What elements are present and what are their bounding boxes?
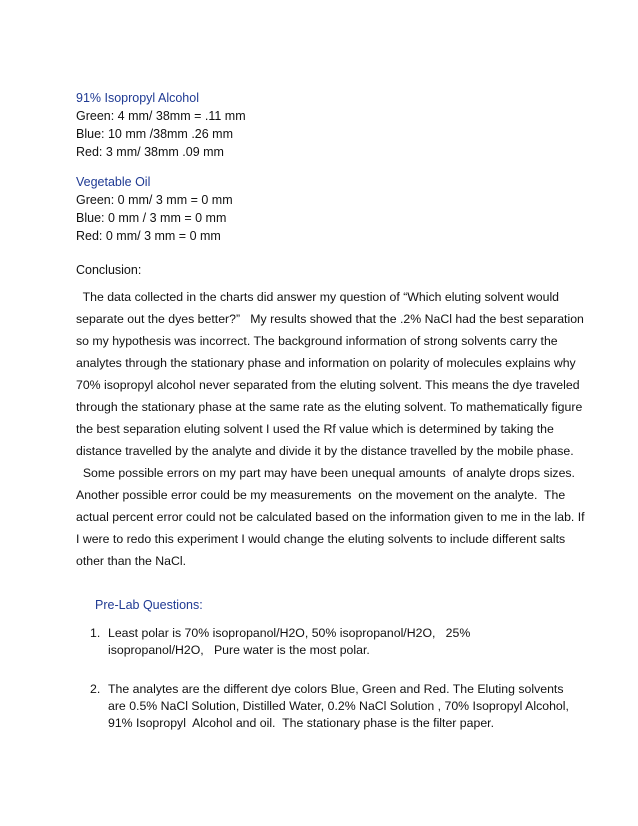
conclusion-line: through the stationary phase at the same rate as the eluting solvent. To mathematically figure bbox=[76, 400, 583, 414]
veg-oil-line-red: Red: 0 mm/ 3 mm = 0 mm bbox=[76, 229, 221, 243]
isopropyl-line-red: Red: 3 mm/ 38mm .09 mm bbox=[76, 145, 224, 159]
conclusion-line: so my hypothesis was incorrect. The background information of strong solvents carry the bbox=[76, 334, 558, 348]
isopropyl-line-blue: Blue: 10 mm /38mm .26 mm bbox=[76, 127, 233, 141]
conclusion-line: other than the NaCl. bbox=[76, 554, 187, 568]
conclusion-paragraph bbox=[76, 286, 596, 572]
conclusion-line: distance travelled by the analyte and divide it by the distance travelled by the mobile phase. bbox=[76, 444, 574, 458]
conclusion-line: The data collected in the charts did answer my question of “Which eluting solvent would bbox=[76, 290, 560, 304]
prelab-item-line: Least polar is 70% isopropanol/H2O, 50% isopropanol/H2O, 25% bbox=[108, 626, 471, 640]
prelab-item-line: The analytes are the different dye colors Blue, Green and Red. The Eluting solvents bbox=[108, 682, 564, 696]
conclusion-line: Another possible error could be my measurements on the movement on the analyte. The bbox=[76, 488, 566, 502]
conclusion-line: separate out the dyes better?” My results showed that the .2% NaCl had the best separation bbox=[76, 312, 584, 326]
veg-oil-title: Vegetable Oil bbox=[76, 175, 151, 189]
prelab-item-line: isopropanol/H2O, Pure water is the most polar. bbox=[108, 643, 370, 657]
conclusion-heading: Conclusion: bbox=[76, 263, 142, 277]
isopropyl-title: 91% Isopropyl Alcohol bbox=[76, 91, 199, 105]
list-number: 2. bbox=[90, 682, 101, 696]
conclusion-line: analytes through the stationary phase and information on polarity of molecules explains why bbox=[76, 356, 576, 370]
veg-oil-line-blue: Blue: 0 mm / 3 mm = 0 mm bbox=[76, 211, 227, 225]
conclusion-line: 70% isopropyl alcohol never separated from the eluting solvent. This means the dye traveled bbox=[76, 378, 580, 392]
prelab-heading: Pre-Lab Questions: bbox=[95, 598, 203, 612]
conclusion-line: the best separation eluting solvent I used the Rf value which is determined by taking the bbox=[76, 422, 554, 436]
list-number: 1. bbox=[90, 626, 101, 640]
isopropyl-line-green: Green: 4 mm/ 38mm = .11 mm bbox=[76, 109, 246, 123]
conclusion-line: I were to redo this experiment I would change the eluting solvents to include different salts bbox=[76, 532, 566, 546]
veg-oil-line-green: Green: 0 mm/ 3 mm = 0 mm bbox=[76, 193, 233, 207]
prelab-item-line: 91% Isopropyl Alcohol and oil. The stationary phase is the filter paper. bbox=[108, 716, 494, 730]
conclusion-line: actual percent error could not be calculated based on the information given to me in the lab. If bbox=[76, 510, 585, 524]
prelab-item-line: are 0.5% NaCl Solution, Distilled Water, 0.2% NaCl Solution , 70% Isopropyl Alcohol, bbox=[108, 699, 569, 713]
conclusion-line: Some possible errors on my part may have been unequal amounts of analyte drops sizes. bbox=[76, 466, 575, 480]
